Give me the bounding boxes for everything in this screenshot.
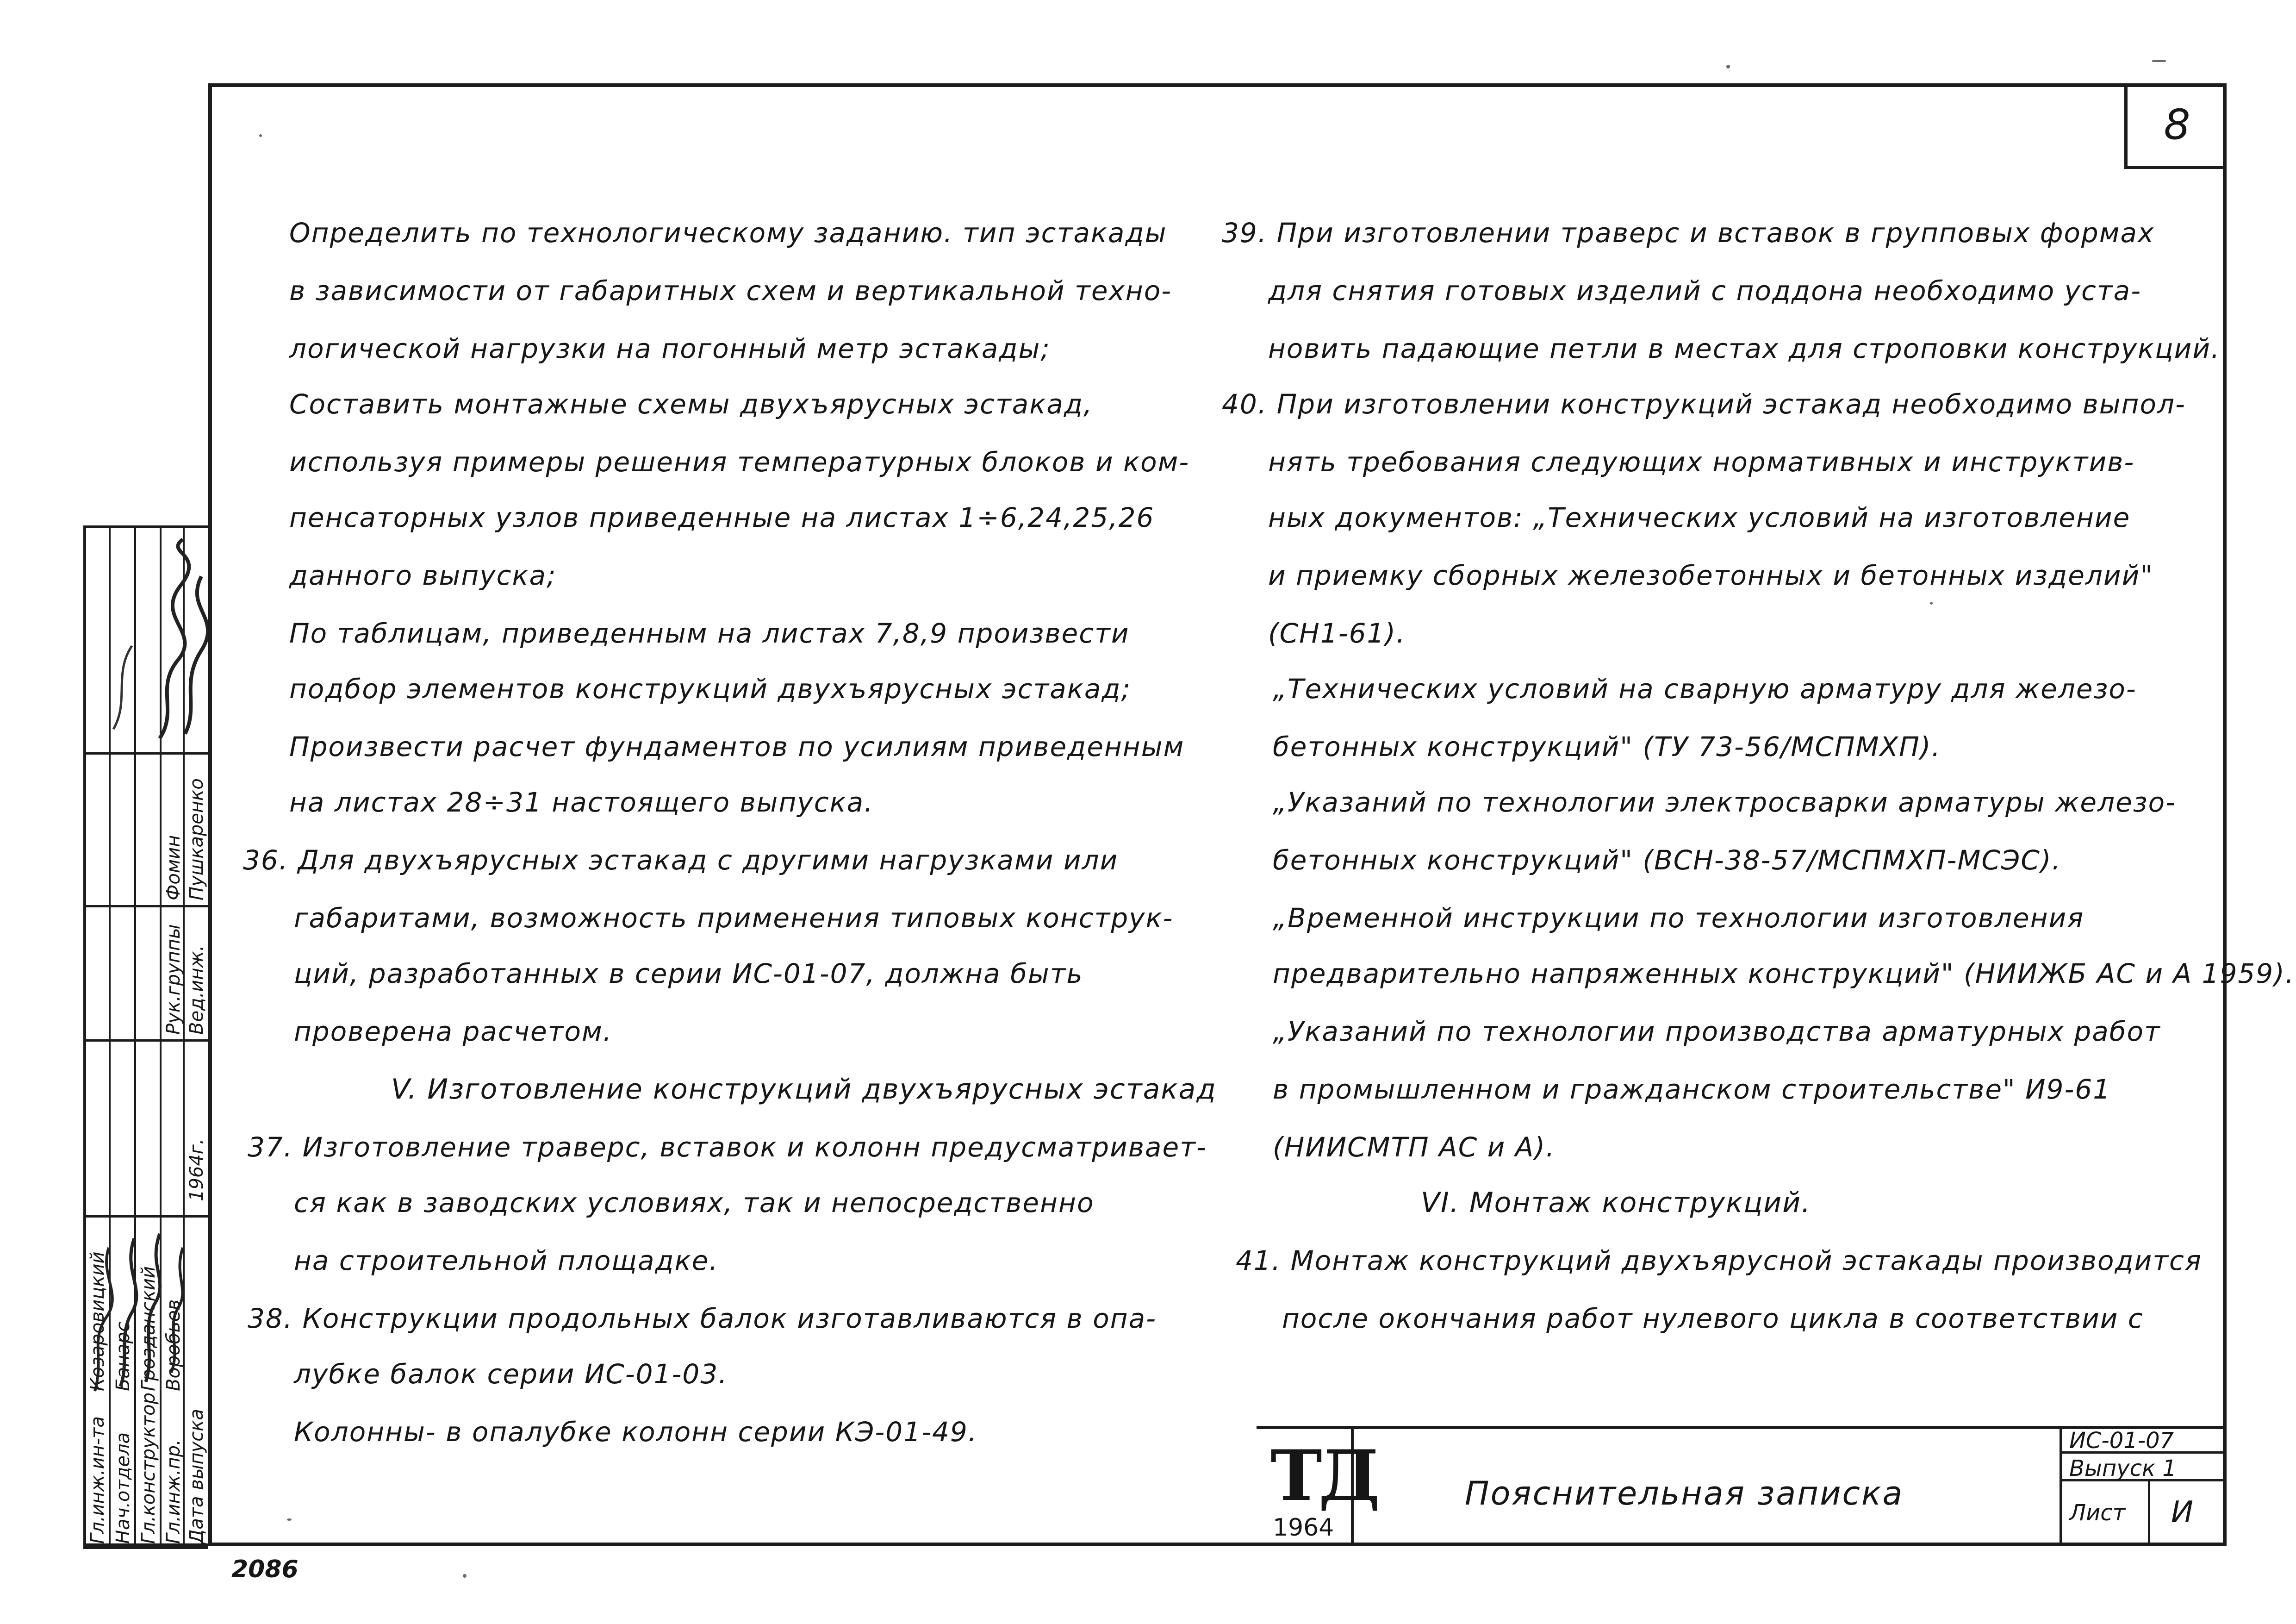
stamp-row-divider [83, 1039, 208, 1042]
right-line: „Технических условий на сварную арматуру для железо- [1273, 673, 2137, 705]
signature-stamp [83, 525, 208, 1546]
stamp-role: Гл.конструктор [138, 1392, 159, 1544]
logo-cell [1257, 1426, 1376, 1546]
right-line: в промышленном и гражданском строительстве" И9-61 [1273, 1074, 2111, 1105]
left-line: ций, разработанных в серии ИС-01-07, должна быть [294, 958, 1083, 989]
item-38-line: 38. Конструкции продольных балок изготавливаются в опа- [248, 1303, 1157, 1334]
logo-year: 1964 [1273, 1514, 1334, 1542]
sheet-value: И [2171, 1495, 2193, 1530]
right-line: (НИИСМТП АС и А). [1273, 1131, 1556, 1163]
stamp-role: Вед.инж. [186, 945, 207, 1035]
left-line: ся как в заводских условиях, так и непосредственно [294, 1187, 1095, 1218]
right-line: „Указаний по технологии производства арматурных работ [1273, 1016, 2161, 1047]
issue-label: Выпуск 1 [2069, 1455, 2177, 1481]
right-line: новить падающие петли в местах для строповки конструкций. [1268, 333, 2221, 364]
left-line: данного выпуска; [289, 560, 557, 591]
stamp-name: Пушкаренко [186, 778, 207, 900]
right-line: нять требования следующих нормативных и инструктив- [1268, 446, 2135, 478]
right-line: бетонных конструкций" (ВСН-38-57/МСПМХП-МСЭС). [1273, 844, 2061, 876]
archive-number: 2086 [231, 1555, 299, 1583]
stamp-row-divider [83, 905, 208, 907]
signature-scribbles-lower [86, 1220, 208, 1396]
section-v-heading: V. Изготовление конструкций двухъярусных эстакад [391, 1073, 1217, 1106]
stamp-name: Воробьев [163, 1299, 184, 1391]
item-41-line: 41. Монтаж конструкций двухъярусной эстакады производится [1236, 1245, 2202, 1276]
td-logo: ТД [1270, 1435, 1376, 1517]
stamp-row-divider [83, 752, 208, 755]
item-39-line: 39. При изготовлении траверс и вставок в групповых формах [1222, 217, 2155, 249]
scan-speck [463, 1574, 467, 1578]
title-block-right-cells [2060, 1426, 2227, 1546]
series-code: ИС-01-07 [2069, 1428, 2174, 1454]
item-37-line: 37. Изготовление траверс, вставок и колонн предусматривает- [248, 1131, 1207, 1163]
left-line: логической нагрузки на погонный метр эстакады; [289, 333, 1051, 364]
item-36-line: 36. Для двухъярусных эстакад с другими нагрузками или [243, 844, 1119, 876]
sheet-title: Пояснительная записка [1465, 1474, 1904, 1512]
stamp-role: Дата выпуска [186, 1409, 207, 1544]
left-line: Составить монтажные схемы двухъярусных эстакад, [289, 388, 1093, 420]
stamp-row-divider [83, 1215, 208, 1218]
sheet-label: Лист [2069, 1500, 2126, 1526]
scan-speck [1930, 602, 1933, 605]
scan-speck [287, 1518, 292, 1521]
right-line: ных документов: „Технических условий на изготовление [1268, 502, 2131, 533]
stamp-name: Банарс [112, 1322, 134, 1391]
scan-speck [1726, 65, 1730, 69]
right-line: и приемку сборных железобетонных и бетонных изделий" [1268, 560, 2154, 591]
left-line: лубке балок серии ИС-01-03. [294, 1358, 728, 1390]
stamp-role: Гл.инж.пр. [163, 1439, 184, 1544]
stamp-name: Грозданский [138, 1266, 159, 1391]
left-line: габаритами, возможность применения типовых конструк- [294, 902, 1174, 934]
left-line: проверена расчетом. [294, 1016, 613, 1047]
stamp-role: Нач.отдела [112, 1432, 134, 1544]
left-line: По таблицам, приведенным на листах 7,8,9 произвести [289, 618, 1130, 649]
signature-scribbles-upper [86, 535, 208, 748]
page-number-box [2124, 83, 2227, 169]
stamp-name: Козаровицкий [87, 1251, 108, 1391]
sheet-cell-divider [2148, 1481, 2150, 1546]
issue-cell [2062, 1454, 2227, 1481]
right-line: предварительно напряженных конструкций" (НИИЖБ АС и А 1959). [1273, 958, 2295, 989]
sheet-cell [2062, 1481, 2227, 1546]
left-line: подбор элементов конструкций двухъярусных эстакад; [289, 673, 1132, 705]
stamp-bottom-rule [83, 1546, 208, 1581]
right-line: для снятия готовых изделий с поддона необходимо уста- [1268, 275, 2142, 306]
stamp-role: Рук.группы [163, 924, 184, 1035]
right-line: (СН1-61). [1268, 618, 1406, 649]
right-line: бетонных конструкций" (ТУ 73-56/МСПМХП). [1273, 731, 1941, 762]
left-line: в зависимости от габаритных схем и вертикальной техно- [289, 275, 1172, 306]
left-line: на листах 28÷31 настоящего выпуска. [289, 787, 874, 818]
title-block [1257, 1426, 2227, 1546]
left-line: пенсаторных узлов приведенные на листах 1÷6,24,25,26 [289, 502, 1155, 533]
stamp-role: Гл.инж.ин-та [87, 1416, 108, 1544]
series-cell [2062, 1426, 2227, 1454]
scan-speck [259, 134, 262, 137]
left-line: Определить по технологическому заданию. тип эстакады [289, 217, 1167, 249]
right-line: „Временной инструкции по технологии изготовления [1273, 902, 2084, 934]
left-line: на строительной площадке. [294, 1245, 719, 1276]
stamp-name: Фомин [163, 835, 184, 900]
scan-speck [2152, 60, 2166, 62]
left-line: Колонны- в опалубке колонн серии КЭ-01-49. [294, 1416, 978, 1448]
left-line: Произвести расчет фундаментов по усилиям приведенным [289, 731, 1185, 762]
item-40-line: 40. При изготовлении конструкций эстакад необходимо выпол- [1222, 388, 2186, 420]
left-line: используя примеры решения температурных блоков и ком- [289, 446, 1190, 478]
page-number: 8 [2164, 100, 2190, 149]
right-line: после окончания работ нулевого цикла в соответствии с [1282, 1303, 2144, 1334]
right-line: „Указаний по технологии электросварки арматуры железо- [1273, 787, 2177, 818]
section-vi-heading: VI. Монтаж конструкций. [1421, 1187, 1811, 1219]
stamp-date: 1964г. [186, 1138, 207, 1201]
